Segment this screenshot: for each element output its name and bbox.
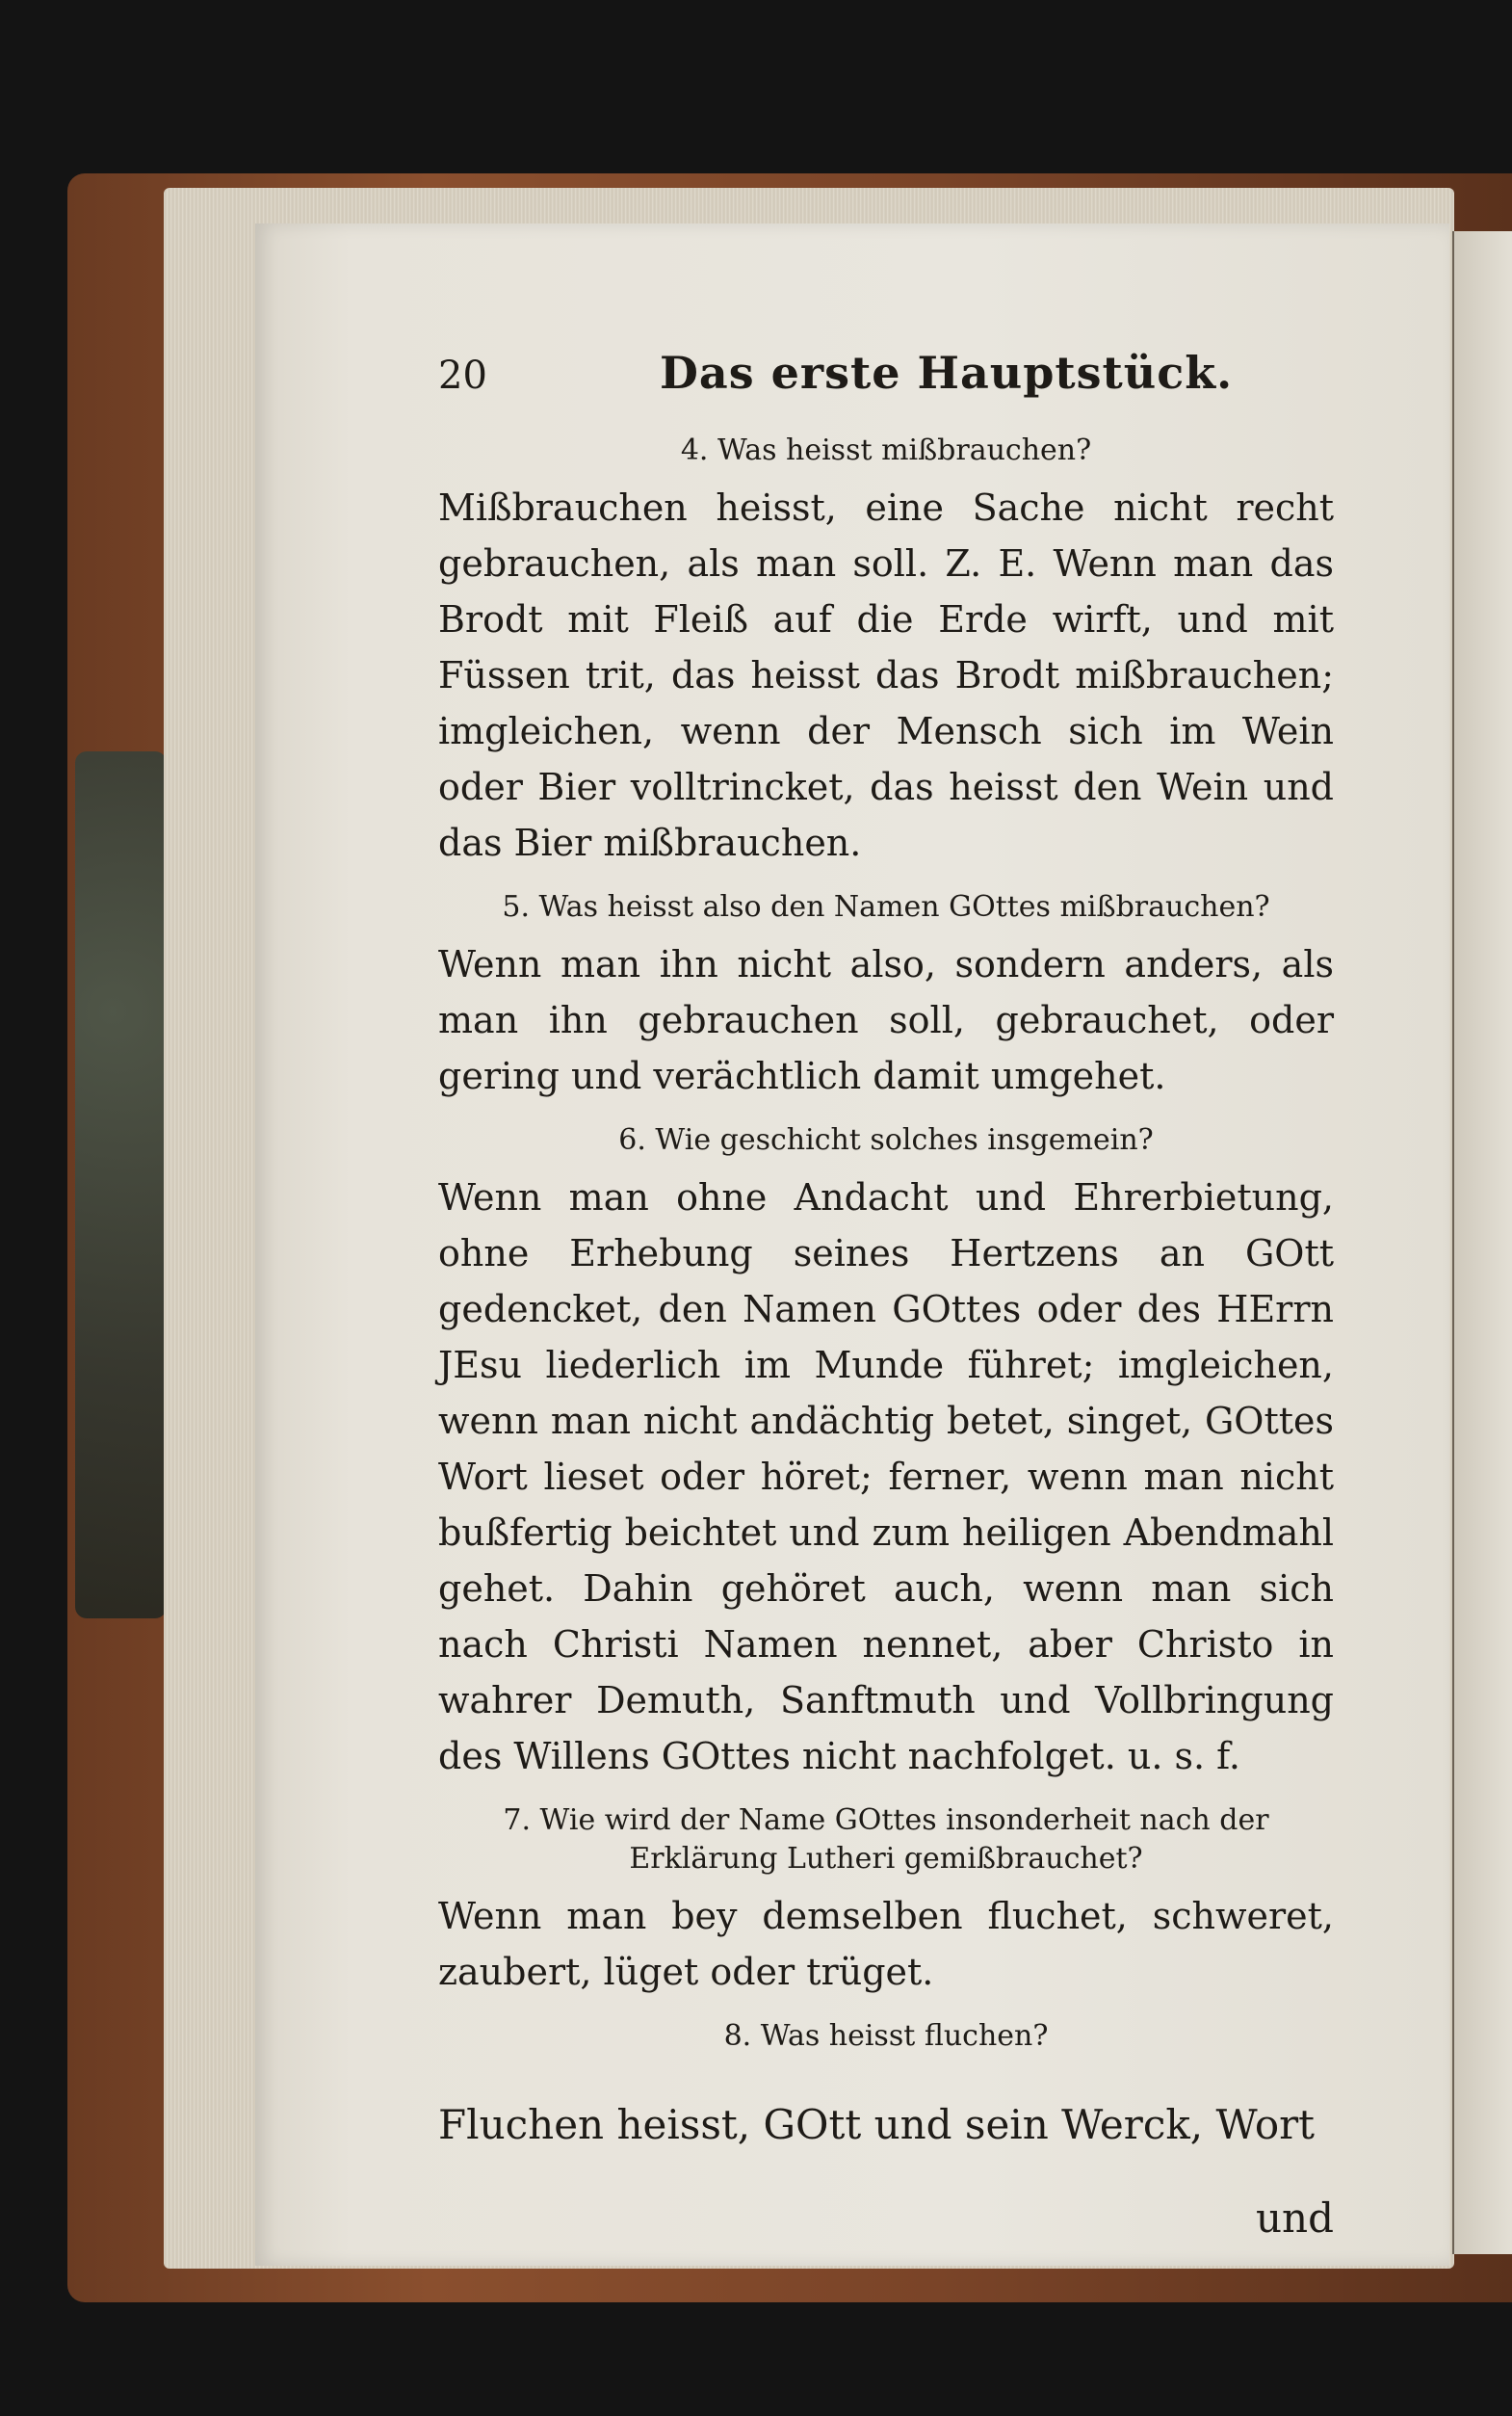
question-8: 8. Was heisst fluchen? bbox=[723, 2019, 1049, 2053]
answer-8: Fluchen heisst, GOtt und sein Werck, Wort bbox=[438, 2101, 1316, 2148]
answer-7: Wenn man bey demselben fluchet, schweret, zaubert, lüget oder trüget. bbox=[438, 1895, 1334, 1993]
cover-stain bbox=[75, 751, 167, 1618]
question-7: 7. Wie wird der Name GOttes insonderheit nach der Erklärung Lutheri gemißbrauchet? bbox=[503, 1803, 1269, 1876]
answer-4: Mißbrauchen heisst, eine Sache nicht recht gebrauchen, als man soll. Z. E. Wenn man das Brodt mit Fleiß auf die Erde wirft, und mit Füssen trit, das heisst das Brodt mißbrauchen; imgleichen, wenn der Mensch sich im Wein oder Bier volltrincket, das heisst den Wein und das Bier mißbrauchen. bbox=[438, 486, 1334, 864]
page-header bbox=[438, 347, 1334, 399]
answer-6: Wenn man ohne Andacht und Ehrerbietung, ohne Erhebung seines Hertzens an GOtt gedencket, den Namen GOttes oder des HErrn JEsu liederlich im Munde führet; imgleichen, wenn man nicht andächtig betet, singet, GOttes Wort lieset oder höret; ferner, wenn man nicht bußfertig beichtet und zum heiligen Abendmahl gehet. Dahin gehöret auch, wenn man sich nach Christi Namen nennet, aber Christo in wahrer Demuth, Sanftmuth und Vollbringung des Willens GOttes nicht nachfolget. u. s. f. bbox=[438, 1176, 1334, 1777]
facing-page-edge bbox=[1452, 231, 1512, 2254]
catchword: und bbox=[1256, 2194, 1334, 2242]
question-6: 6. Wie geschicht solches insgemein? bbox=[618, 1123, 1154, 1157]
page-text bbox=[438, 347, 1334, 2242]
page-number: 20 bbox=[438, 354, 487, 398]
question-5: 5. Was heisst also den Namen GOttes mißbrauchen? bbox=[502, 890, 1270, 924]
question-4: 4. Was heisst mißbrauchen? bbox=[680, 433, 1092, 467]
running-head: Das erste Hauptstück. bbox=[660, 347, 1234, 399]
answer-5: Wenn man ihn nicht also, sondern anders, als man ihn gebrauchen soll, gebrauchet, oder gering und verächtlich damit umgehet. bbox=[438, 943, 1334, 1097]
